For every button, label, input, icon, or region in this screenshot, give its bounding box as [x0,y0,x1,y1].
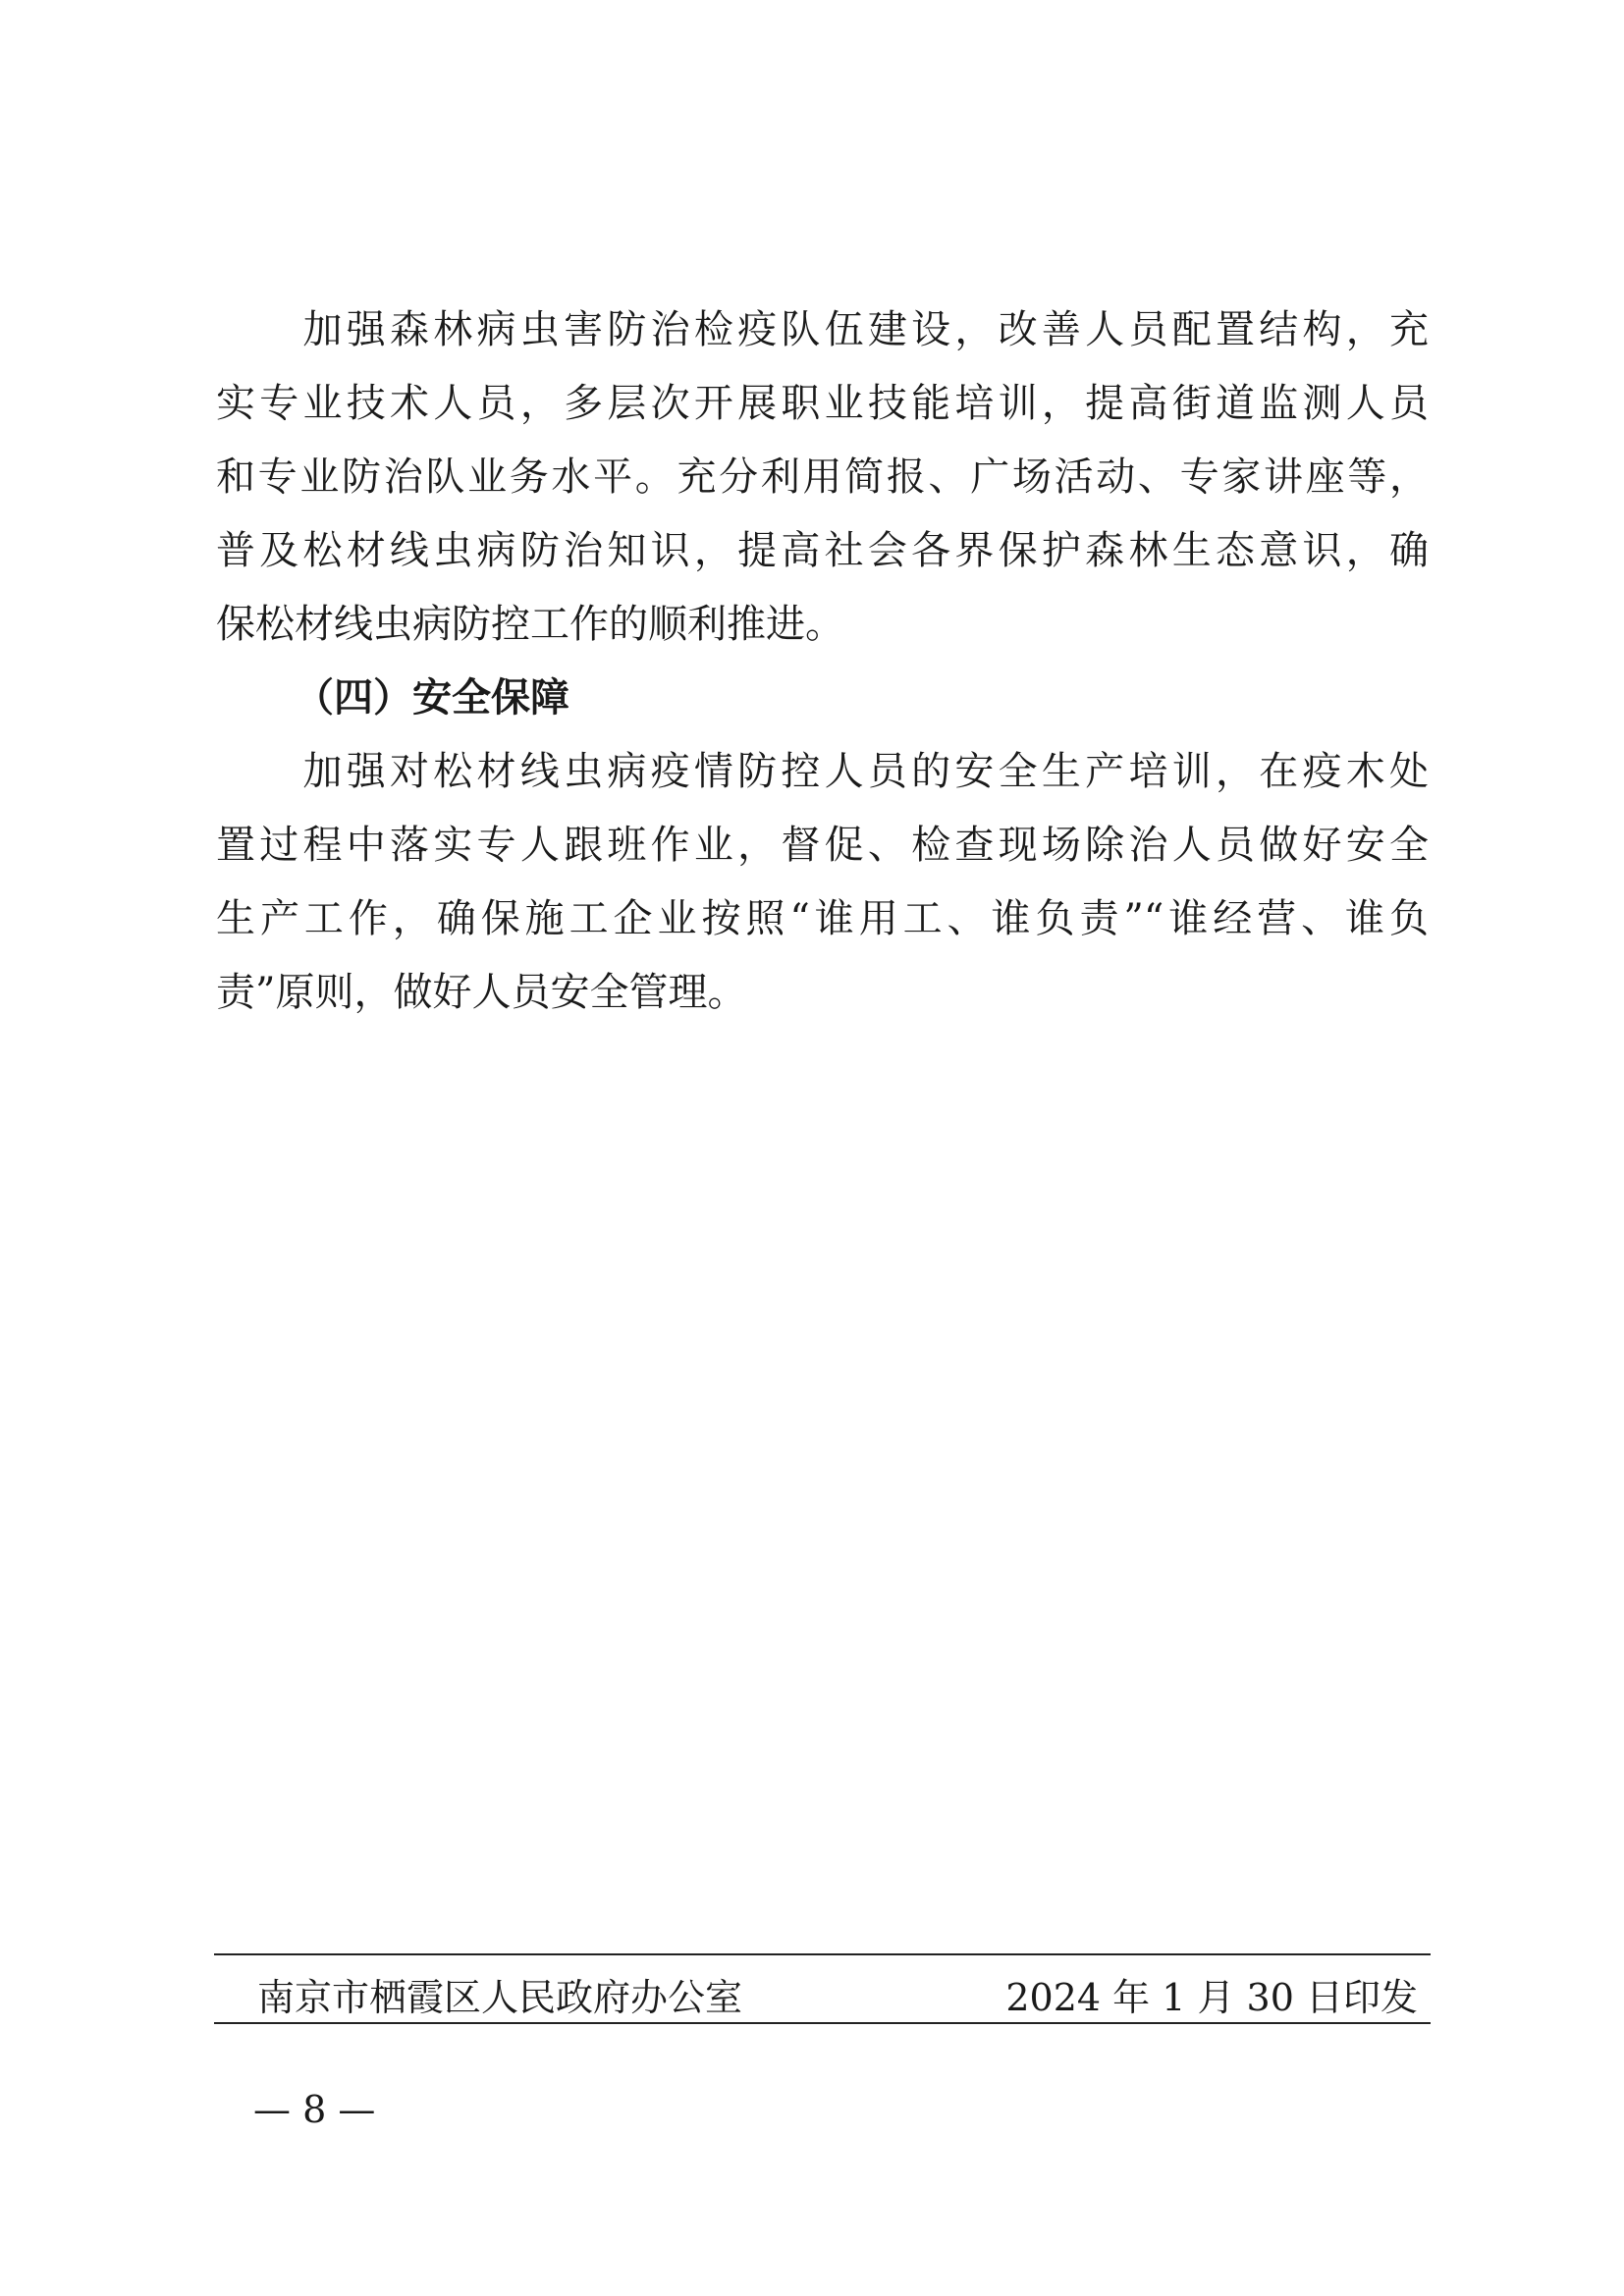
footer-top-rule [214,1953,1431,1955]
paragraph-2-line-2: 置过程中落实专人跟班作业，督促、检查现场除治人员做好安全 [216,823,1429,868]
paragraph-2-line-3: 生产工作，确保施工企业按照“谁用工、谁负责”“谁经营、谁负 [216,896,1429,941]
paragraph-1-line-3: 和专业防治队业务水平。充分利用简报、广场活动、专家讲座等， [216,454,1429,500]
paragraph-2-line-1: 加强对松材线虫病疫情防控人员的安全生产培训，在疫木处 [216,749,1429,794]
page-number: — 8 — [253,2088,376,2131]
paragraph-2-line-4: 责”原则，做好人员安全管理。 [216,970,747,1015]
footer-issue-date: 2024 年 1 月 30 日印发 [1005,1976,1418,2019]
section-heading: （四）安全保障 [295,674,569,721]
paragraph-1-line-2: 实专业技术人员，多层次开展职业技能培训，提高街道监测人员 [216,381,1429,426]
paragraph-1-line-4: 普及松材线虫病防治知识，提高社会各界保护森林生态意识，确 [216,528,1429,573]
paragraph-1-line-1: 加强森林病虫害防治检疫队伍建设，改善人员配置结构，充 [216,307,1429,352]
paragraph-1-line-5: 保松材线虫病防控工作的顺利推进。 [216,602,844,647]
footer-bottom-rule [214,2022,1431,2024]
footer-issuer: 南京市栖霞区人民政府办公室 [257,1976,743,2019]
